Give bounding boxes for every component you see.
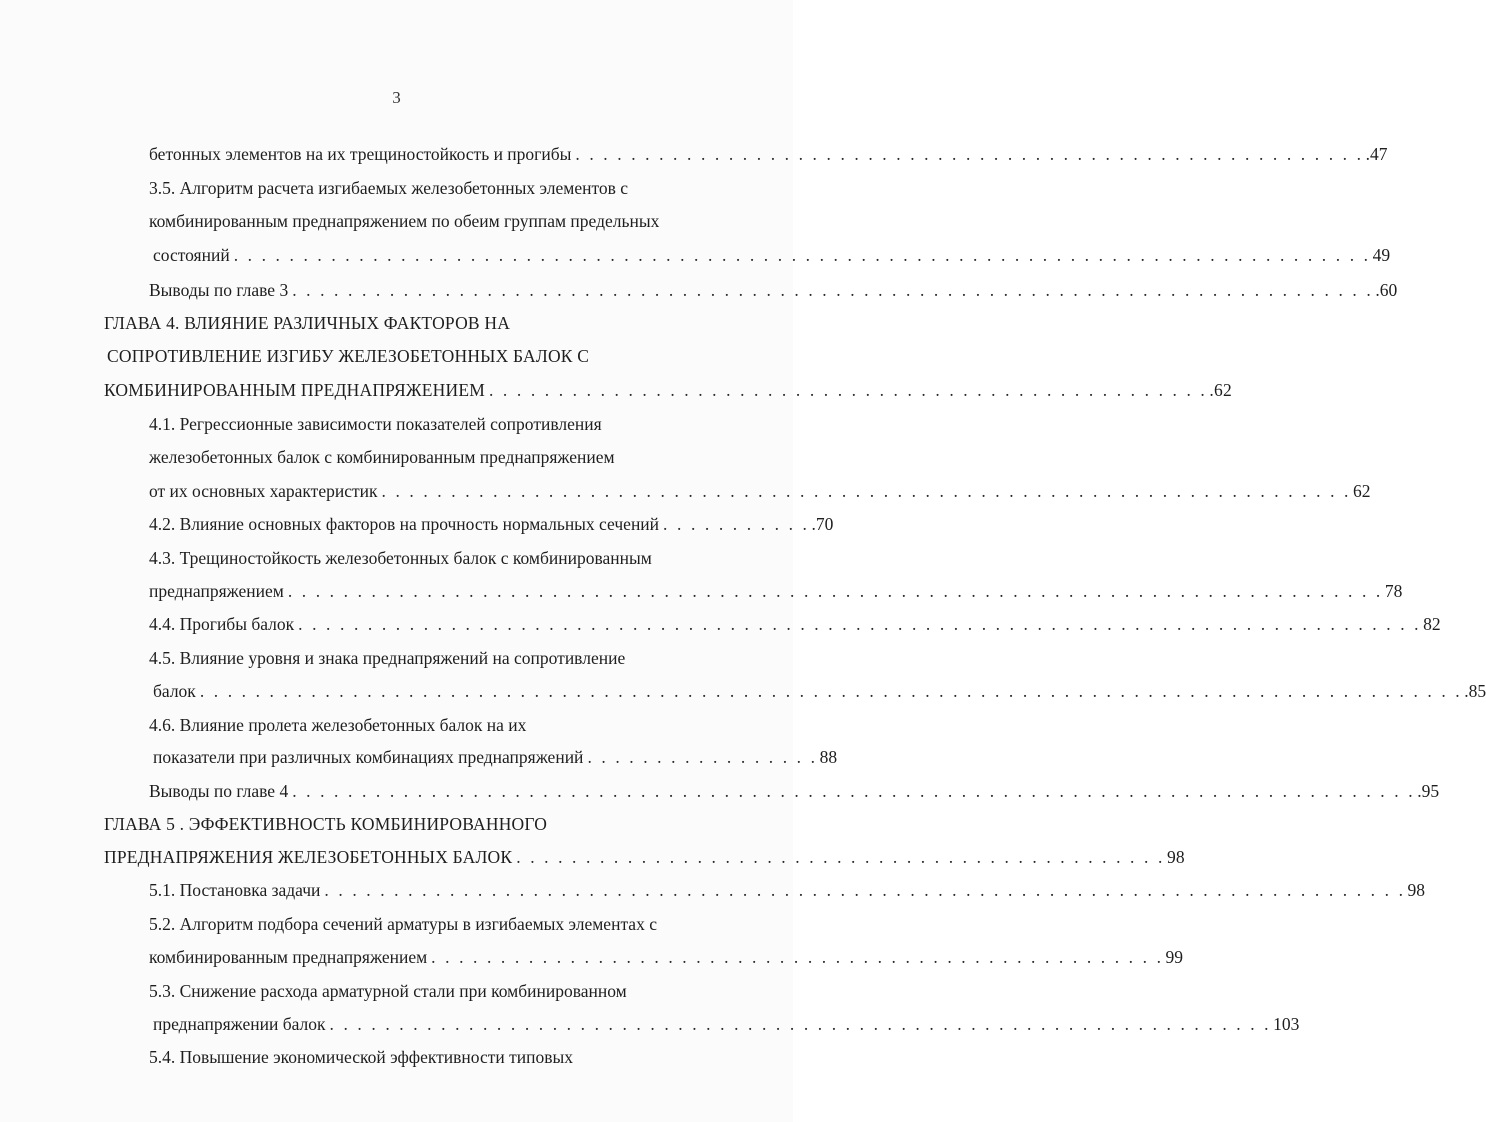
toc-leader-dots: . . . . . . . . . . . . . . . . . . . . . . . . . . . . . . . . . . . . . . . . . . . . . . . . . . . . . . . . . . . . . . . . . . . . . . . . . . . . . . . . . [298,614,1422,634]
toc-leader-dots: . . . . . . . . . . . . . . . . . . . . . . . . . . . . . . . . . . . . . . . . . . . . . . . [516,847,1165,867]
toc-chapter-heading [104,846,1185,868]
toc-page-number: 82 [1423,614,1441,634]
toc-page-number: .95 [1417,781,1440,801]
toc-entry-text: Выводы по главе 4 [149,781,289,801]
toc-entry-text: 5.3. Снижение расхода арматурной стали при комбинированном [149,981,627,1001]
toc-leader-dots: . . . . . . . . . . . . . . . . . . . . . . . . . . . . . . . . . . . . . . . . . . . . . . . . . . . . . . . . . [575,144,1364,164]
toc-line [149,446,615,468]
toc-entry-text: 4.3. Трещиностойкость железобетонных балок с комбинированным [149,548,652,568]
toc-leader-dots: . . . . . . . . . . . . . . . . . [587,747,818,767]
toc-entry-text: 4.5. Влияние уровня и знака преднапряжений на сопротивление [149,648,626,668]
toc-line [149,946,1184,968]
toc-line [149,210,659,232]
toc-entry-text: Выводы по главе 3 [149,280,289,300]
toc-line [153,680,1486,702]
toc-page-number: 99 [1165,947,1184,967]
toc-line [149,879,1426,901]
page-number: 3 [392,88,401,107]
toc-line [149,513,834,535]
toc-chapter-heading [107,345,589,367]
toc-line [149,1046,573,1068]
toc-leader-dots: . . . . . . . . . . . . . . . . . . . . . . . . . . . . . . . . . . . . . . . . . . . . . . . . . . . . . . . . . . . . . . . . . . . . . . . . . . . . . . . . . [292,781,1416,801]
toc-line [149,413,602,435]
toc-line [149,279,1398,301]
toc-entry-text: 4.1. Регрессионные зависимости показателей сопротивления [149,414,602,434]
toc-entry-text: 5.4. Повышение экономической эффективности типовых [149,1047,574,1067]
toc-entry-text: ГЛАВА 4. ВЛИЯНИЕ РАЗЛИЧНЫХ ФАКТОРОВ НА [104,313,511,333]
toc-line [149,780,1440,802]
toc-leader-dots: . . . . . . . . . . . . . . . . . . . . . . . . . . . . . . . . . . . . . . . . . . . . . . . . . . . . . . . . . . . . . . . . . . . . [329,1014,1272,1034]
toc-entry-text: 5.2. Алгоритм подбора сечений арматуры в изгибаемых элементах с [149,914,657,934]
toc-chapter-heading [104,813,547,835]
toc-entry-text: СОПРОТИВЛЕНИЕ ИЗГИБУ ЖЕЛЕЗОБЕТОННЫХ БАЛОК С [107,346,590,366]
toc-leader-dots: . . . . . . . . . . . . . . . . . . . . . . . . . . . . . . . . . . . . . . . . . . . . . . . . . . . . . . . . . . . . . . . . . . . . . . . . . . . . . . . . . . [233,245,1371,265]
toc-leader-dots: . . . . . . . . . . . . . . . . . . . . . . . . . . . . . . . . . . . . . . . . . . . . . . . . . . . . . . . . . . . . . . . . . . . . . . . . . . . . . . . . . . . . . . . . . . . [199,681,1463,701]
toc-line [149,547,652,569]
toc-entry-text: ПРЕДНАПРЯЖЕНИЯ ЖЕЛЕЗОБЕТОННЫХ БАЛОК [104,847,513,867]
toc-entry-text: комбинированным преднапряжением [149,947,428,967]
toc-page-number: 88 [819,747,838,767]
toc-line [149,613,1441,635]
toc-entry-text: преднапряжении балок [153,1014,326,1034]
toc-entry-text: показатели при различных комбинациях преднапряжений [153,747,584,767]
toc-entry-text: комбинированным преднапряжением по обеим группам предельных [149,211,660,231]
toc-leader-dots: . . . . . . . . . . . . . . . . . . . . . . . . . . . . . . . . . . . . . . . . . . . . . . . . . . . . [488,380,1208,400]
toc-page-number: .47 [1365,144,1388,164]
toc-line [153,746,838,768]
toc-line [149,480,1371,502]
toc-line [153,1013,1300,1035]
toc-page-number: 103 [1273,1014,1300,1034]
toc-page-number: 78 [1384,581,1403,601]
toc-entry-text: 3.5. Алгоритм расчета изгибаемых железобетонных элементов с [149,178,629,198]
toc-entry-text: ГЛАВА 5 . ЭФФЕКТИВНОСТЬ КОМБИНИРОВАННОГО [104,814,548,834]
toc-entry-text: 4.6. Влияние пролета железобетонных балок на их [149,715,527,735]
toc-chapter-heading [104,379,1232,401]
toc-line [149,647,625,669]
toc-leader-dots: . . . . . . . . . . . . . . . . . . . . . . . . . . . . . . . . . . . . . . . . . . . . . . . . . . . . . [431,947,1164,967]
toc-entry-text: преднапряжением [149,581,284,601]
toc-entry-text: КОМБИНИРОВАННЫМ ПРЕДНАПРЯЖЕНИЕМ [104,380,485,400]
toc-page-number: .85 [1464,681,1486,701]
toc-line [149,980,627,1002]
toc-line [149,143,1388,165]
toc-line [153,244,1391,266]
toc-entry-text: балок [153,681,196,701]
toc-page-number: 49 [1372,245,1391,265]
toc-entry-text: от их основных характеристик [149,481,378,501]
toc-line [149,177,628,199]
toc-page-number: 98 [1166,847,1185,867]
toc-entry-text: 4.4. Прогибы балок [149,614,295,634]
toc-line [149,580,1403,602]
toc-page-number: .62 [1209,380,1232,400]
toc-leader-dots: . . . . . . . . . . . [663,514,810,534]
toc-entry-text: 5.1. Постановка задачи [149,880,321,900]
toc-page-number: .70 [811,514,834,534]
toc-entry-text: состояний [153,245,230,265]
toc-entry-text: железобетонных балок с комбинированным преднапряжением [149,447,615,467]
toc-leader-dots: . . . . . . . . . . . . . . . . . . . . . . . . . . . . . . . . . . . . . . . . . . . . . . . . . . . . . . . . . . . . . . . . . . . . . . . . . . . . . . [292,280,1374,300]
toc-page-number: 98 [1407,880,1426,900]
toc-leader-dots: . . . . . . . . . . . . . . . . . . . . . . . . . . . . . . . . . . . . . . . . . . . . . . . . . . . . . . . . . . . . . . . . . . . . . . . . . . . . . . [324,880,1406,900]
toc-leader-dots: . . . . . . . . . . . . . . . . . . . . . . . . . . . . . . . . . . . . . . . . . . . . . . . . . . . . . . . . . . . . . . . . . . . . . . [381,481,1352,501]
toc-page-number: 62 [1353,481,1371,501]
toc-entry-text: бетонных элементов на их трещиностойкость и прогибы [149,144,572,164]
toc-page-number: .60 [1375,280,1398,300]
toc-chapter-heading [104,312,510,334]
toc-line [149,714,526,736]
toc-line [149,913,657,935]
toc-leader-dots: . . . . . . . . . . . . . . . . . . . . . . . . . . . . . . . . . . . . . . . . . . . . . . . . . . . . . . . . . . . . . . . . . . . . . . . . . . . . . . . [287,581,1383,601]
toc-entry-text: 4.2. Влияние основных факторов на прочность нормальных сечений [149,514,660,534]
